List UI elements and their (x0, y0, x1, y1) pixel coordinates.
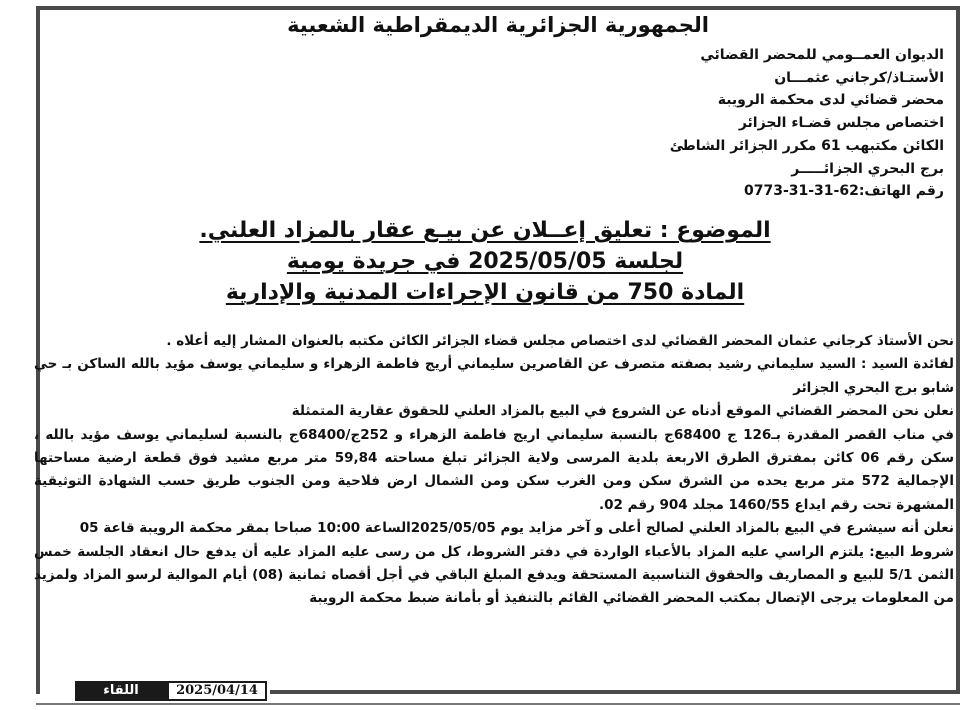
document-title: الجمهورية الجزائرية الديمقراطية الشعبية (287, 13, 709, 37)
subject-line-3: المادة 750 من قانون الإجراءات المدنية والإدارية (225, 280, 745, 305)
header-line-address: الكائن مكتبهب 61 مكرر الجزائر الشاطئ (669, 137, 944, 154)
header-line-name: الأستـاذ/كرجاني عثمـــان (774, 69, 944, 86)
paragraph-beneficiary: لفائدة السيد : السيد سليماني رشيد بصفته متصرف عن القاصرين سليماني أريج فاطمة الزهراء و سليماني يوسف مؤيد بالله الساكن بـ حي شابو برج البحري الجزائر (34, 356, 954, 396)
paragraph-intro: نحن الأستاذ كرجاني عثمان المحضر القضائي لدى اختصاص مجلس قضاء الجزائر الكائن مكتبه بالعنوان المشار إليه أعلاه . (166, 333, 954, 349)
subject-line-2: لجلسة 2025/05/05 في جريدة يومية (286, 249, 684, 274)
subject-line-1: الموضوع : تعليق إعــلان عن بيـع عقار بالمزاد العلني. (199, 218, 771, 243)
paragraph-auction-date: نعلن أنه سيشرع في البيع بالمزاد العلني لصالح أعلى و آخر مزايد يوم 2025/05/05الساعة 10:00 صباحا بمقر محكمة الرويبة قاعة 05 (79, 520, 954, 537)
header-line-office: الديوان العمــومي للمحضر القضائي (700, 47, 944, 63)
header-line-phone: رقم الهاتف:62-31-31-0773 (743, 183, 944, 200)
frame-bottom-rule (270, 690, 960, 694)
header-line-jurisdiction: اختصاص مجلس قضـاء الجزائر (738, 115, 944, 132)
paragraph-announcement: نعلن نحن المحضر القضائي الموقع أدناه عن الشروع في البيع بالمزاد العلني للحقوق عقارية المتمثلة (291, 403, 954, 420)
publication-date: 2025/04/14 (167, 681, 267, 701)
header-line-city: برج البحري الجزائـــــر (791, 160, 944, 177)
subject-block (120, 215, 850, 308)
header-line-court: محضر قضائي لدى محكمة الرويبة (717, 92, 944, 109)
paragraph-conditions: شروط البيع: يلتزم الراسي عليه المزاد بالأعباء الواردة في دفتر الشروط، كل من رسى عليه المزاد عليه أن يدفع حال انعقاد الجلسة خمس الثمن 5/1 للبيع و المصاريف والحقوق التناسبية المستحقة ويدفع المبلغ الباقي في أجل أقصاه ثمانية (08) أيام الموالية لرسو المزاد ولمزيد من المعلومات يرجى الإتصال بمكتب المحضر القضائي القائم بالتنفيذ أو بأمانة ضبط محكمة الرويبة (34, 543, 954, 607)
notice-body (34, 330, 954, 611)
bailiff-header (524, 44, 944, 203)
newspaper-name: اللقاء (75, 681, 167, 701)
paragraph-property: في مناب القصر المقدرة بـ126 ج 68400ج بالنسبة سليماني اريج فاطمة الزهراء و 252ج/68400ج بالنسبة لسليماني يوسف مؤيد بالله ، سكن رقم 06 كائن بمفترق الطرق الاربعة بلدية المرسى ولاية الجزائر تبلغ مساحته 59,84 متر مربع مشيد فوق قطعة ارضية مساحتها الإجمالية 572 متر مربع يحده من الشرق سكن ومن الغرب سكن ومن الشمال ارض فلاحية ومن الجنوب طريق حسب الشهادة التوثيقية المشهرة تحت رقم ايداع 1460/55 مجلد 904 رقم 02. (34, 426, 955, 513)
footer-rule (36, 703, 960, 705)
